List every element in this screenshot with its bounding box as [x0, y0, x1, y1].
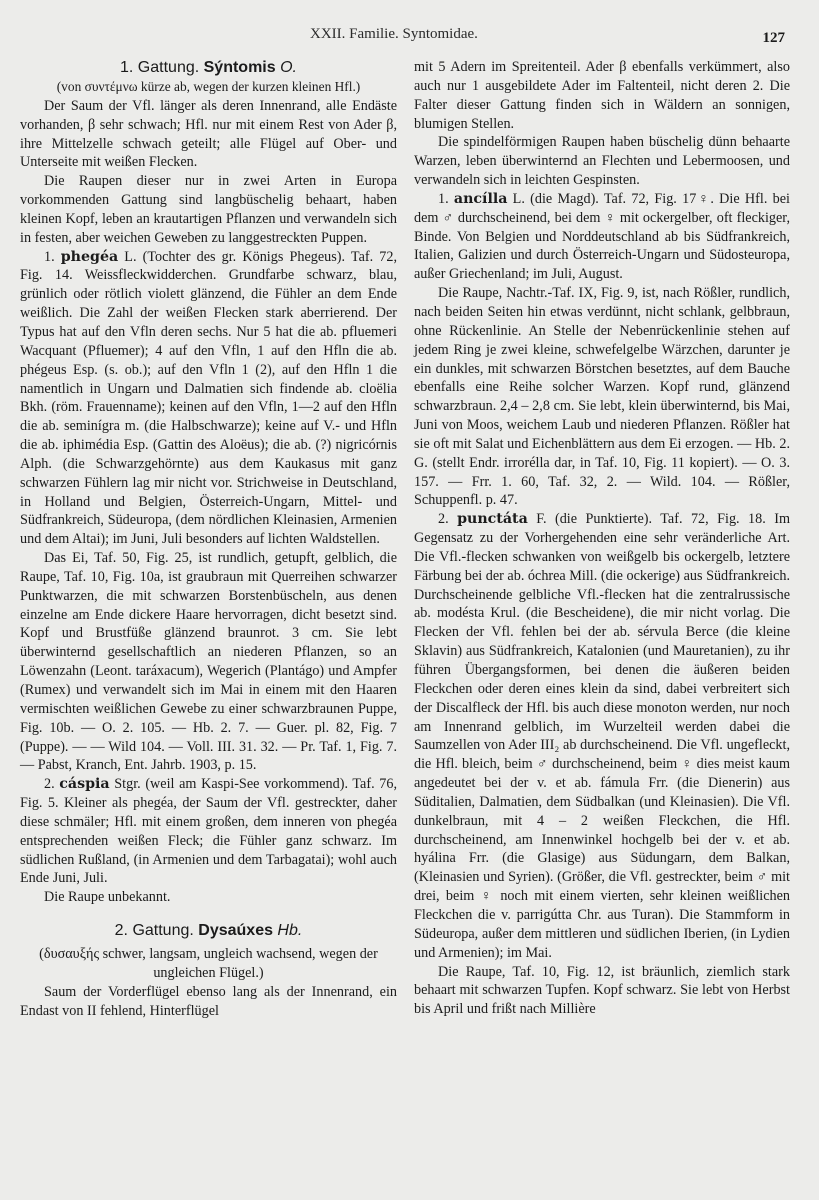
- egg-larva-paragraph: Das Ei, Taf. 50, Fig. 25, ist rundlich, getupft, gelblich, die Raupe, Taf. 10, Fig. 10a, ist graubraun mit Querreihen schwarzer Punktwarzen, die mit schwarzen Borstenbüscheln, aus denen einzelne am Ende dickere Haare hervorragen, dicht besetzt sind. Kopf und Brustfüße glänzend braunrot. 3 cm. Sie lebt überwinternd gesellschaftlich an niederen Pflanzen, so an Löwenzahn (Leont. taráxacum), Wegerich (Plantágo) und Ampfer (Rumex) und verwandelt sich im Mai in einem mit den Haaren vermischten weißlichen Gewebe zu einer schwarzbraunen Puppe, Fig. 10b. — O. 2. 105. — Hb. 2. 7. — Guer. pl. 82, Fig. 7 (Puppe). — — Wild 104. — Voll. III. 31. 32. — Pr. Taf. 1, Fig. 7. — Pabst, Kranch, Ent. Jahrb. 1903, p. 15.: [20, 550, 397, 774]
- punctata-larva-paragraph: Die Raupe, Taf. 10, Fig. 12, ist bräunlich, ziemlich stark behaart mit schwarzen Tupfen. Kopf schwarz. Sie lebt von Herbst bis April und frißt nach Millière: [414, 963, 790, 1018]
- page-header: [0, 26, 819, 50]
- genus-description: Der Saum der Vfl. länger als deren Innenrand, alle Endäste vorhanden, β sehr schwach; Hfl. nur mit einem Rest von Ader β, ihre Mittelzelle schwach geteilt; alle Flügel auf Ober- und Unterseite mit weißen Flecken.: [20, 97, 397, 171]
- larvae-description: Die Raupen dieser nur in zwei Arten in Europa vorkommenden Gattung sind langbüschelig behaart, haben kleinen Kopf, leben an krautartigen Pflanzen und verwandeln sich in festen, aber weichen Geweben zu langgestreckten Puppen.: [20, 173, 397, 246]
- genus-heading-dysauxes: 2. Gattung. Dysaúxes Hb.: [114, 922, 303, 940]
- genus-etymology-dysauxes: (δυσαυξής schwer, langsam, ungleich wachsend, wegen der ungleichen Flügel.): [39, 946, 378, 981]
- running-head: XXII. Familie. Syntomidae.: [310, 26, 478, 42]
- larva-unknown-note: Die Raupe unbekannt.: [44, 889, 171, 906]
- species-entry-caspia: 2. cáspia Stgr. (weil am Kaspi-See vorkommend). Taf. 76, Fig. 5. Kleiner als phegéa, der Saum der Vfl. gestreckter, daher diese schmäler; Hfl. mit einem großen, dem inneren von phegéa entsprechenden weißen Fleck; die Fühler ganz schwarz. Im südlichen Rußland, (in Armenien und dem Tarbagatai); wohl auch Ende Juni, Juli.: [20, 776, 398, 887]
- species-entry-punctata: 2. punctáta F. (die Punktierte). Taf. 72, Fig. 18. Im Gegensatz zu der Vorhergehenden eine sehr veränderliche Art. Die Vfl.-flecken schwanken von weißgelb bis ockergelb, letztere Färbung bei der ab. óchrea Mill. (die ockerige) aus Südfrankreich. Durchscheinende gelbliche Vfl.-flecken hat die zentralrussische ab. modésta Krul. (die Bescheidene), die mir nicht vorlag. Die Flecken der Vfl. fehlen bei der ab. sérvula Berce (die kleine Sklavin) aus Südfrankreich, Katalonien (und Mauretanien), zu ihr führen Übergangsformen, bei denen die äußeren beiden Fleckchen oder deren eines klein da sind, dabei verbreitert sich der Discalfleck der Hfl. bis auch diese monoton werden, nur noch am Innenrand gelblich, im Wurzelteil werden dabei die Saumzellen von Ader III₂ ab durchscheinend. Die Vfl. ungefleckt, die Hfl. bleich, beim ♂ durchscheinend, beim ♀ dies meist kaum angedeutet bei der v. et ab. fámula Frr. (die Dienerin) aus Süditalien, Dalmatien, dem Südbalkan (und Kleinasien). Die Vfl. dunkelbraun, mit 4 – 2 weißen Fleckchen, die Hfl. durchscheinend, am Innenwinkel hochgelb bei der v. et ab. hyálina Frr. (die Glasige) aus Südungarn, dem Balkan, (Kleinasien und Syrien). (Größer, die Vfl. gestreckter, beim ♂ mit drei, beim ♀ noch mit einem vierten, sehr kleinen weißlichen Fleckchen die v. parrigútta Chr. aus Turan). Die Stammform in Südeuropa, außer dem mittleren und südlichen Iberien, (in Lydien und Armenien); im Mai.: [414, 511, 790, 961]
- dysauxes-larvae: Die spindelförmigen Raupen haben büschelig dünn behaarte Warzen, leben überwinternd an Flechten und Lebermoosen, und verwandeln sich in leichten Gespinsten.: [414, 134, 790, 189]
- ancilla-larva-paragraph: Die Raupe, Nachtr.-Taf. IX, Fig. 9, ist, nach Rößler, rundlich, nach beiden Seiten hin etwas verdünnt, nicht schlank, gelbbraun, ohne Rückenlinie. An Stelle der Nebenrückenlinie stehen auf jedem Ring je zwei kleine, schwefelgelbe Wärzchen, darunter je ein dunkles, mit schwarzen Börstchen besetztes, auf dem Bauche ebenfalls eine Reihe solcher Warzen. Kopf rund, glänzend schwarzbraun. 2,4 – 2,8 cm. Sie lebt, klein überwinternd, bis Mai, Juni von Moos, weichem Laub und niederen Pflanzen. Rößler hat sie oft mit Salat und Eichenblättern aus dem Ei erzogen. — Hb. 2. G. (stellt Endr. irrorélla dar, in Taf. 10, Fig. 11 kopiert). — O. 3. 157. — Frr. 1. 60, Taf. 32, 2. — Wild. 104. — Rößler, Schuppenfl. p. 47.: [414, 285, 790, 509]
- right-column: [414, 58, 790, 1019]
- dysauxes-description-cont: mit 5 Adern im Spreitenteil. Ader β ebenfalls verkümmert, also auch nur 1 ausgebildete Ader im Faltenteil, nicht deren 2. Die Falter dieser Gattung finden sich in Wäldern an sonnigen, blumigen Stellen.: [414, 59, 790, 132]
- left-column: [20, 58, 397, 1021]
- genus-etymology: (von συντέμνω kürze ab, wegen der kurzen kleinen Hfl.): [56, 79, 361, 94]
- species-entry-phegea: 1. phegéa L. (Tochter des gr. Königs Phegeus). Taf. 72, Fig. 14. Weissfleckwidderchen. Grundfarbe schwarz, blau, grünlich oder rötlich violett glänzend, die Fühler an dem Ende weißlich. Die Zahl der weißen Flecken stark aberrierend. Der Typus hat auf den Vfln deren sechs. Nur 5 hat die ab. pfluemeri Wacquant (Pfluemer); 4 auf den Vfln, 1 auf den Hfln die ab. phégeus Esp. (s. ob.); auf den Vfln 1 (2), auf den Hfln 1 die namentlich in Ungarn und Dalmatien sich findende ab. cloëlia Bkh. (röm. Frauenname); keinen auf den Vfln, 1—2 auf den Hfln die ab. seminígra m. (die Halbschwarze); keine auf V.- und Hfln die ab. iphimédia Esp. (Gattin des Aloëus); die ab. (?) nigricórnis Alph. (die Schwarzgehörnte) aus dem Kaukasus mit ganz schwarzen Fühlern lag mir nicht vor. Strichweise in Deutschland, in Holland und Belgien, Österreich-Ungarn, Mittel- und Südfrankreich, Südeuropa, (dem nördlichen Kleinasien, Armenien und dem Altai); im Juni, Juli besonders auf lichten Waldstellen.: [20, 248, 397, 548]
- dysauxes-description: Saum der Vorderflügel ebenso lang als der Innenrand, ein Endast von II fehlend, Hinterflügel: [20, 983, 397, 1019]
- page-number: 127: [762, 30, 785, 46]
- genus-heading-syntomis: 1. Gattung. Sýntomis O.: [120, 59, 297, 76]
- species-entry-ancilla: 1. ancílla L. (die Magd). Taf. 72, Fig. 17♀. Die Hfl. bei dem ♂ durchscheinend, bei dem ♀ mit ockergelber, oft fleckiger, Binde. Von Belgien und Norddeutschland ab bis Südfrankreich, Italien, Galizien und durch Österreich-Ungarn und Südosteuropa, außer Griechenland; im Juli, August.: [414, 190, 790, 283]
